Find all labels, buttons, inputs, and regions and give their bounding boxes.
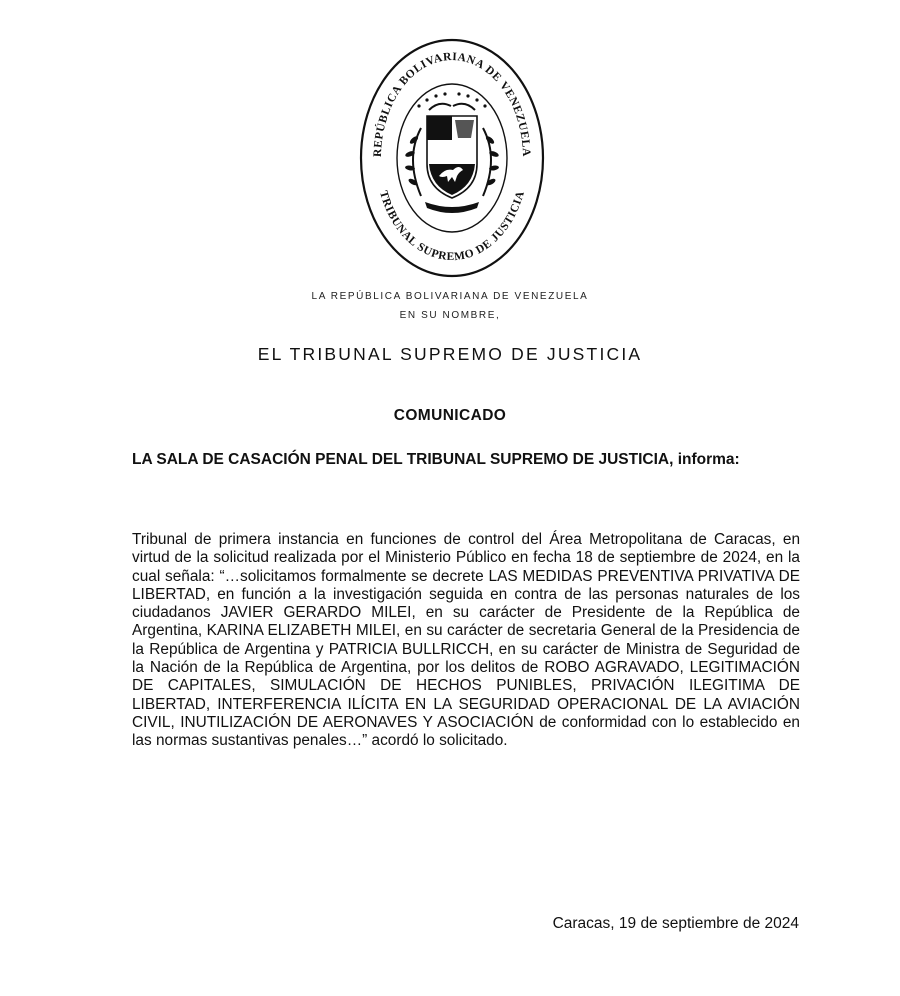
document-body: Tribunal de primera instancia en funciones de control del Área Metropolitana de Caracas, en virtud de la solicitud realizada por el Ministerio Público en fecha 18 de septiembre de 2024, en la cual señala: “…solicitamos formalmente se decrete LAS MEDIDAS PREVENTIVA PRIVATIVA DE LIBERTAD, en función a la investigación seguida en contra de las personas naturales de los ciudadanos JAVIER GERARDO MILEI, en su carácter de Presidente de la República de Argentina, KARINA ELIZABETH MILEI, en su carácter de secretaria General de la Presidencia de la República de Argentina y PATRICIA BULLRICCH, en su carácter de Ministra de Seguridad de la Nación de la República de Argentina, por los delitos de ROBO AGRAVADO, LEGITIMACIÓN DE CAPITALES, SIMULACIÓN DE HECHOS PUNIBLES, PRIVACIÓN ILEGITIMA DE LIBERTAD, INTERFERENCIA ILÍCITA EN LA SEGURIDAD OPERACIONAL DE LA AVIACIÓN CIVIL, INUTILIZACIÓN DE AERONAVES Y ASOCIACIÓN de conformidad con lo establecido en las normas sustantivas penales…” acordó lo solicitado. [132,531,800,750]
institution-heading: EL TRIBUNAL SUPREMO DE JUSTICIA [257,344,643,364]
document-subtitle: LA SALA DE CASACIÓN PENAL DEL TRIBUNAL SUPREMO DE JUSTICIA, informa: [132,451,740,468]
svg-text:TRIBUNAL SUPREMO DE JUSTICIA [377,189,527,263]
seal-ring-top-text: REPÚBLICA BOLIVARIANA DE VENEZUELA [371,50,533,158]
tsj-seal [359,38,545,278]
document-title: COMUNICADO [393,407,507,424]
seal-ring-bottom-text: TRIBUNAL SUPREMO DE JUSTICIA [377,189,527,264]
dateline: Caracas, 19 de septiembre de 2024 [552,915,799,932]
seal-stars-icon [417,92,486,107]
header-name-line: EN SU NOMBRE, [399,310,501,321]
header-republic-line: LA REPÚBLICA BOLIVARIANA DE VENEZUELA [311,291,589,302]
coat-of-arms-icon [404,104,499,213]
